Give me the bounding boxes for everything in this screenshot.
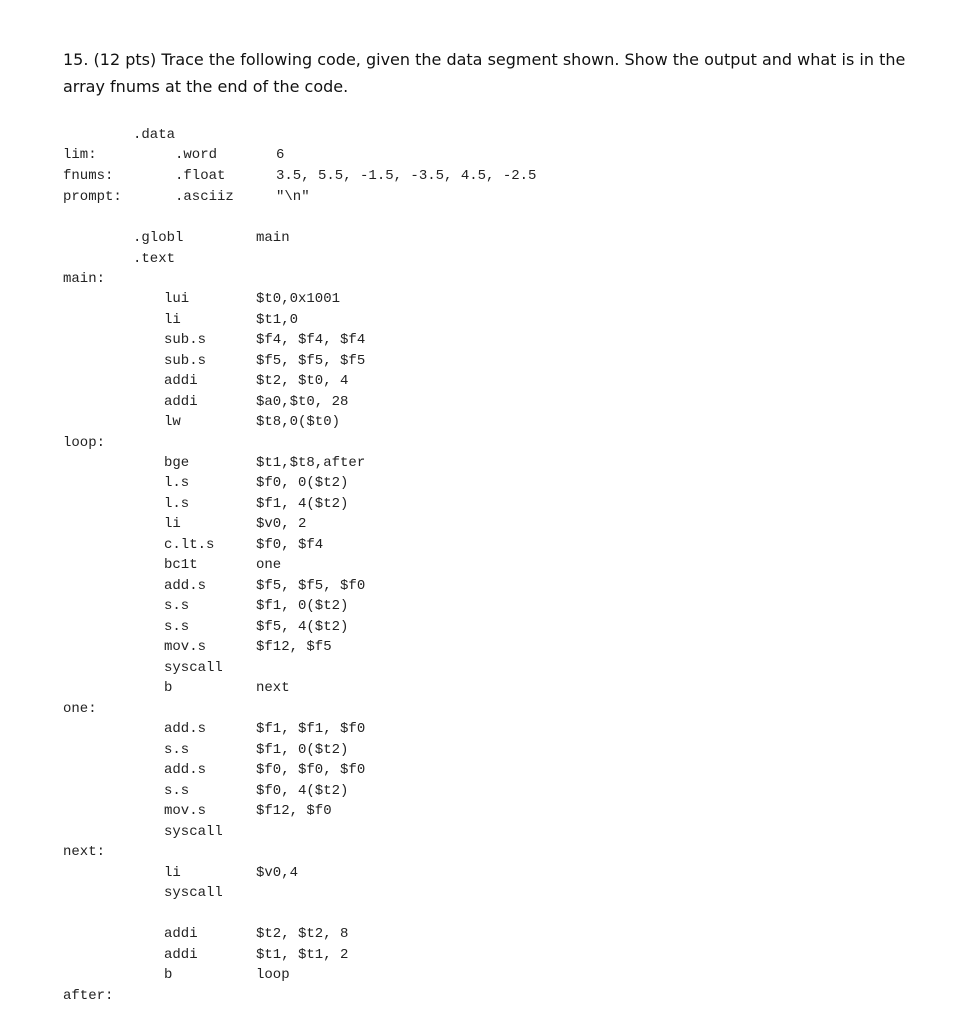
label-lim: lim:: [63, 147, 97, 163]
instr-args: $f0, 0($t2): [256, 475, 349, 491]
instr-op: b: [164, 680, 173, 696]
instr-op: addi: [164, 926, 198, 942]
label-next: next:: [63, 844, 106, 860]
globl-directive: .globl: [133, 230, 184, 246]
instr-args: $t0,0x1001: [256, 291, 341, 307]
data-type-word: .word: [175, 147, 218, 163]
instr-op: mov.s: [164, 639, 207, 655]
question-text: 15. (12 pts) Trace the following code, given the data segment shown. Show the output and what is in the array fnums at the end of the code.: [63, 50, 906, 96]
instr-args: $f5, $f5, $f0: [256, 578, 366, 594]
instr-op: l.s: [164, 475, 190, 491]
data-value-fnums: 3.5, 5.5, -1.5, -3.5, 4.5, -2.5: [276, 168, 537, 184]
data-value-prompt: "\n": [276, 189, 310, 205]
instr-args: $a0,$t0, 28: [256, 394, 349, 410]
instr-args: $f1, 0($t2): [256, 598, 349, 614]
label-fnums: fnums:: [63, 168, 114, 184]
instr-op: sub.s: [164, 353, 207, 369]
instr-op: sub.s: [164, 332, 207, 348]
instr-args: $f0, 4($t2): [256, 783, 349, 799]
label-main: main:: [63, 271, 106, 287]
instr-op: lw: [164, 414, 181, 430]
instr-op: add.s: [164, 578, 207, 594]
instr-op: li: [164, 865, 181, 881]
instr-op: lui: [164, 291, 190, 307]
data-type-asciiz: .asciiz: [175, 189, 234, 205]
instr-args: $f0, $f0, $f0: [256, 762, 366, 778]
instr-args: $t1,$t8,after: [256, 455, 366, 471]
instr-args: next: [256, 680, 290, 696]
instr-args: $f0, $f4: [256, 537, 324, 553]
instr-args: $t1, $t1, 2: [256, 947, 349, 963]
instr-args: $f1, 4($t2): [256, 496, 349, 512]
instr-op: add.s: [164, 721, 207, 737]
label-prompt: prompt:: [63, 189, 122, 205]
data-type-float: .float: [175, 168, 226, 184]
instr-op: addi: [164, 394, 198, 410]
instr-op: s.s: [164, 783, 190, 799]
instr-args: $t2, $t2, 8: [256, 926, 349, 942]
instr-args: $f4, $f4, $f4: [256, 332, 366, 348]
instr-op: s.s: [164, 598, 190, 614]
instr-op: syscall: [164, 660, 223, 676]
instr-args: one: [256, 557, 282, 573]
instr-op: c.lt.s: [164, 537, 215, 553]
label-one: one:: [63, 701, 97, 717]
globl-arg: main: [256, 230, 290, 246]
instr-op: syscall: [164, 824, 223, 840]
instr-args: $f1, 0($t2): [256, 742, 349, 758]
instr-args: $f12, $f0: [256, 803, 332, 819]
instr-args: $t1,0: [256, 312, 299, 328]
instr-op: li: [164, 312, 181, 328]
data-directive: .data: [133, 127, 176, 143]
text-directive: .text: [133, 251, 176, 267]
instr-op: syscall: [164, 885, 223, 901]
instr-op: addi: [164, 947, 198, 963]
instr-op: addi: [164, 373, 198, 389]
label-after: after:: [63, 988, 114, 1004]
instr-op: li: [164, 516, 181, 532]
instr-args: $f5, 4($t2): [256, 619, 349, 635]
instr-op: mov.s: [164, 803, 207, 819]
label-loop: loop:: [63, 435, 106, 451]
instr-op: add.s: [164, 762, 207, 778]
instr-args: $f1, $f1, $f0: [256, 721, 366, 737]
instr-args: $t8,0($t0): [256, 414, 341, 430]
instr-op: bc1t: [164, 557, 198, 573]
data-value-lim: 6: [276, 147, 285, 163]
instr-args: $f5, $f5, $f5: [256, 353, 366, 369]
instr-op: bge: [164, 455, 190, 471]
instr-args: loop: [256, 967, 290, 983]
instr-args: $t2, $t0, 4: [256, 373, 349, 389]
instr-args: $f12, $f5: [256, 639, 332, 655]
instr-op: l.s: [164, 496, 190, 512]
instr-op: s.s: [164, 619, 190, 635]
instr-args: $v0,4: [256, 865, 299, 881]
instr-args: $v0, 2: [256, 516, 307, 532]
instr-op: s.s: [164, 742, 190, 758]
instr-op: b: [164, 967, 173, 983]
